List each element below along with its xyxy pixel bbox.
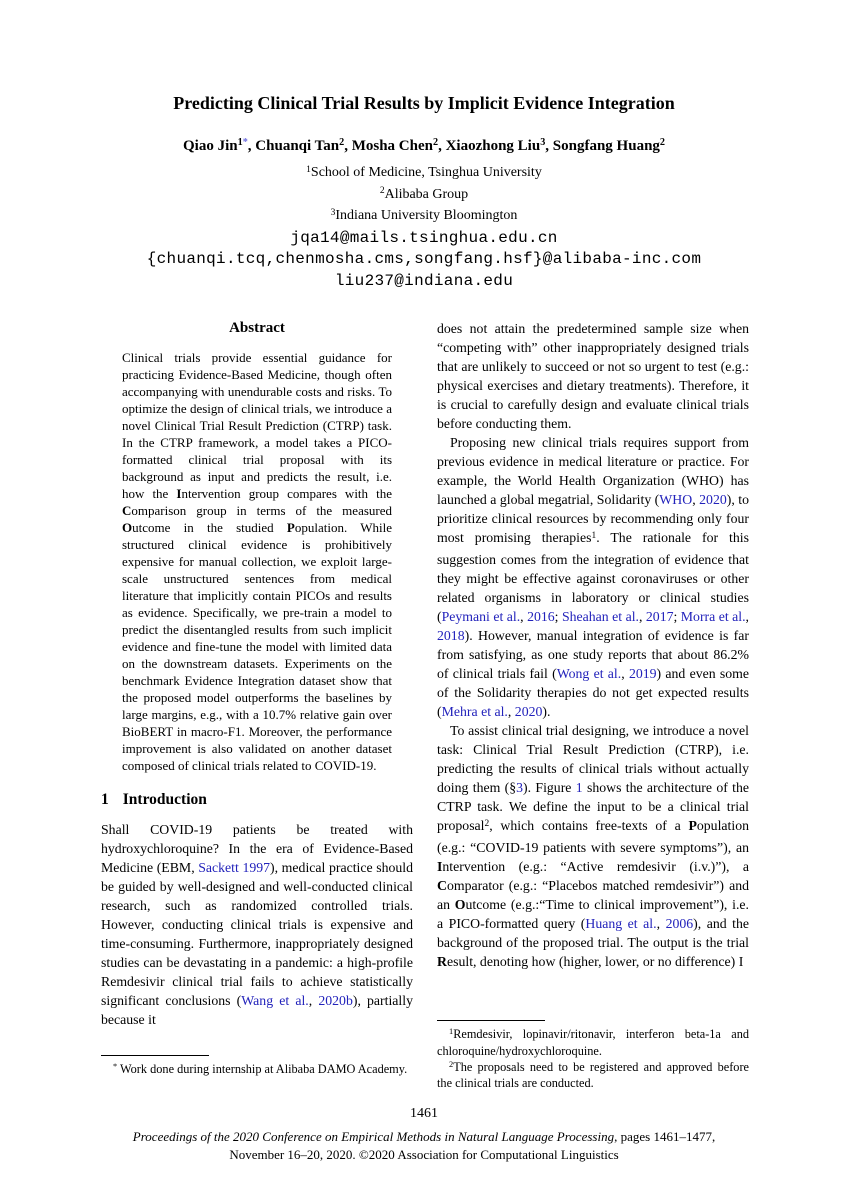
abstract-text	[101, 349, 413, 774]
text-segment: 2	[449, 1059, 454, 1069]
email-line-2: {chuanqi.tcq,chenmosha.cms,songfang.hsf}@alibaba-inc.com	[146, 250, 702, 268]
text-segment: , Songfang Huang	[545, 138, 660, 154]
text-segment: ). However, manual integration of evidence is far from satisfying, as one study reports that about 86.2% of clinical trials fail (	[437, 628, 749, 681]
affiliation-line-2	[0, 185, 848, 207]
citation-link[interactable]: Sheahan et al.	[561, 609, 639, 624]
citation-link[interactable]: WHO	[659, 492, 693, 507]
text-segment: ,	[507, 704, 515, 719]
citation-link[interactable]: 2020b	[318, 993, 353, 1008]
text-segment: P	[286, 520, 295, 535]
text-segment: utcome in the studied	[132, 520, 287, 535]
citation-link[interactable]: Wang et al.	[241, 993, 309, 1008]
citation-link[interactable]: 2019	[628, 666, 657, 681]
text-segment: utcome (e.g.:“Time to clinical improvement”), i.e. a PICO-formatted query (	[437, 897, 749, 931]
text-segment: ), partially because it	[101, 993, 413, 1027]
footnote-rule	[437, 1020, 545, 1021]
citation-link[interactable]: 2017	[645, 609, 674, 624]
text-segment: O	[122, 520, 133, 535]
footnote-block-left	[101, 1055, 413, 1079]
email-line-3: liu237@indiana.edu	[334, 271, 514, 290]
affiliation-line-1	[0, 163, 848, 185]
text-segment: ,	[692, 492, 700, 507]
paragraph-proposing	[437, 433, 749, 721]
text-segment: ) and even some of the Solidarity therapies do not get expected results (	[437, 666, 749, 719]
citation-link[interactable]: 2018	[437, 628, 465, 643]
page-number: 1461	[410, 1106, 438, 1121]
text-segment: ), medical practice should be guided by well-designed and well-conducted clinical research, such as randomized controlled trials. However, conducting clinical trials is expensive and time-consuming. Furthermore, inappropriately designed studies can be devastating in a pandemic: a high-profile Remdesivir clinical trial fails to achieve statistically significant conclusions (	[101, 860, 413, 1008]
text-segment: I	[176, 486, 182, 501]
text-segment: C	[437, 878, 447, 893]
text-segment: Remdesivir, lopinavir/ritonavir, interferon beta-1a and chloroquine/hydroxychloroquine.	[437, 1027, 749, 1058]
paper-header	[0, 92, 848, 292]
text-segment: ;	[554, 609, 562, 624]
footnote-asterisk	[101, 1062, 413, 1079]
citation-link[interactable]: Mehra et al.	[441, 704, 508, 719]
left-column	[101, 315, 413, 1029]
section-number: 1	[101, 791, 109, 808]
footnote-1	[437, 1027, 749, 1060]
text-segment: Work done during internship at Alibaba DAMO Academy.	[117, 1062, 408, 1076]
citation-link[interactable]: 3	[516, 780, 524, 795]
text-segment: *	[242, 137, 248, 149]
citation-link[interactable]: 2016	[527, 609, 555, 624]
text-segment: ).	[542, 704, 551, 719]
text-segment: School of Medicine, Tsinghua University	[310, 165, 542, 180]
citation-link[interactable]: Morra et al.	[680, 609, 746, 624]
text-segment: ,	[621, 666, 629, 681]
text-segment: Indiana University Bloomington	[335, 208, 518, 223]
citation-link[interactable]: 2006	[665, 916, 694, 931]
text-segment: ;	[673, 609, 681, 624]
text-segment: ), and the background of the proposed trial. The output is the trial	[437, 916, 750, 950]
text-segment: ,	[308, 993, 319, 1008]
text-segment: R	[437, 954, 447, 969]
text-segment: , which contains free-texts of a	[489, 818, 689, 833]
text-segment: Qiao Jin	[183, 138, 238, 154]
text-segment: esult, denoting how (higher, lower, or no difference) I	[446, 954, 744, 969]
intro-paragraph	[101, 820, 413, 1029]
text-segment: Proposing new clinical trials requires support from previous evidence in medical literature or practice. For example, the World Health Organization (WHO) has launched a global megatrial, Solidarity (	[437, 435, 749, 507]
text-segment: omparator (e.g.: “Placebos matched remdesivir”) and an	[437, 878, 749, 912]
paper-title: Predicting Clinical Trial Results by Implicit Evidence Integration	[173, 93, 675, 113]
text-segment: omparison group in terms of the measured	[131, 503, 392, 518]
right-column	[437, 315, 749, 971]
text-segment: 2	[432, 137, 439, 149]
text-segment: 2	[484, 818, 490, 829]
text-segment: 1	[306, 164, 311, 175]
footnote-rule	[101, 1055, 209, 1056]
text-segment: 2	[339, 137, 345, 149]
section-title: Introduction	[122, 791, 207, 808]
citation-link[interactable]: Peymani et al.	[441, 609, 521, 624]
text-segment: 2	[379, 186, 385, 197]
text-segment: The proposals need to be registered and approved before the clinical trials are conducted.	[437, 1059, 749, 1091]
text-segment: ,	[638, 609, 646, 624]
text-segment: 1	[591, 530, 597, 541]
text-segment: shows the architecture of the CTRP task. We define the input to be a clinical trial proposal	[437, 780, 749, 833]
text-segment: Alibaba Group	[384, 186, 469, 202]
citation-link[interactable]: 2020	[514, 704, 543, 719]
proceedings-footer	[0, 1128, 848, 1163]
citation-link[interactable]: 2020	[699, 492, 727, 507]
text-segment: 1	[237, 137, 243, 149]
footnote-2	[437, 1060, 749, 1093]
text-segment: , Mosha Chen	[344, 138, 433, 154]
text-segment: , Chuanqi Tan	[247, 138, 340, 154]
text-segment: , Xiaozhong Liu	[438, 138, 541, 154]
text-segment: ,	[656, 916, 666, 931]
author-line	[0, 138, 848, 155]
abstract-heading: Abstract	[229, 320, 285, 336]
affiliation-line-3	[0, 206, 848, 228]
text-segment: Proceedings of the 2020 Conference on Empirical Methods in Natural Language Processing	[132, 1129, 615, 1144]
footnote-block-right	[437, 1020, 749, 1092]
text-segment: , pages 1461–1477,	[614, 1129, 716, 1144]
text-segment: 3	[330, 207, 336, 218]
text-segment: P	[688, 818, 697, 833]
text-segment: ). Figure	[523, 780, 576, 795]
text-segment: November 16–20, 2020. ©2020 Association for Computational Linguistics	[229, 1146, 619, 1162]
citation-link[interactable]: 1	[575, 780, 583, 795]
email-line-1: jqa14@mails.tsinghua.edu.cn	[290, 228, 558, 247]
text-segment: ntervention (e.g.: “Active remdesivir (i.v.)”), a	[442, 859, 749, 874]
text-segment: Clinical trials provide essential guidance for practicing Evidence-Based Medicine, though often accompanying with unendurable costs and risks. To optimize the design of clinical trials, we introduce a novel Clinical Trial Result Prediction (CTRP) task. In the CTRP framework, a model takes a PICO-formatted clinical trial proposal with its background as input and predicts the result, i.e. how the	[122, 350, 392, 501]
text-segment: 1	[449, 1027, 454, 1037]
paragraph-continuation	[437, 319, 749, 433]
footer-line-1	[0, 1128, 848, 1146]
footer-line-2	[0, 1146, 848, 1164]
text-segment: O	[454, 897, 466, 912]
paragraph-ctrp-task	[437, 721, 749, 971]
text-segment: opulation. While structured clinical evidence is prohibitively expensive for manual collection, we exploit large-scale unstructured sentences from medical literature that implicitly contain PICOs and results as evidence. Specifically, we pre-train a model to predict the disentangled results from such implicit evidence and fine-tune the model with limited data on the downstream datasets. Experiments on the benchmark Evidence Integration dataset show that the proposed model outperforms the baselines by large margins, e.g., with a 10.7% relative gain over BioBERT in macro-F1. Moreover, the performance improvement is also validated on another dataset composed of clinical trials related to COVID-19.	[122, 520, 393, 773]
text-segment: Shall COVID-19 patients be treated with hydroxychloroquine? In the era of Evidence-Based Medicine (EBM,	[101, 822, 413, 875]
citation-link[interactable]: Huang et al.	[585, 916, 657, 931]
text-segment: ntervention group compares with the	[181, 486, 392, 501]
text-segment: C	[122, 503, 132, 518]
citation-link[interactable]: Sackett 1997	[198, 860, 271, 875]
section-heading-introduction	[101, 791, 413, 809]
text-segment: ,	[520, 609, 528, 624]
text-segment: 2	[659, 137, 665, 149]
text-segment: does not attain the predetermined sample size when “competing with” other inappropriately designed trials that are unlikely to succeed or not so urgent to test (e.g.: physical exercises and dietary treatments). Therefore, it is crucial to carefully design and evaluate clinical trials before conducting them.	[437, 321, 749, 431]
text-segment: opulation (e.g.: “COVID-19 patients with severe symptoms”), an	[437, 818, 749, 855]
text-segment: 3	[540, 137, 546, 149]
text-segment: *	[113, 1062, 118, 1072]
text-segment: I	[437, 859, 443, 874]
text-segment: ,	[745, 609, 749, 624]
text-segment: . The rationale for this suggestion comes from the integration of evidence that they might be effective against coronaviruses or other related organisms in laboratory or clinical studies (	[437, 530, 749, 624]
text-segment: ), to prioritize clinical resources by recommending only four most promising therapies	[437, 492, 749, 545]
citation-link[interactable]: Wong et al.	[556, 666, 622, 681]
text-segment: To assist clinical trial designing, we introduce a novel task: Clinical Trial Result Prediction (CTRP), i.e. predicting the results of clinical trials without actually doing them (§	[437, 723, 749, 795]
